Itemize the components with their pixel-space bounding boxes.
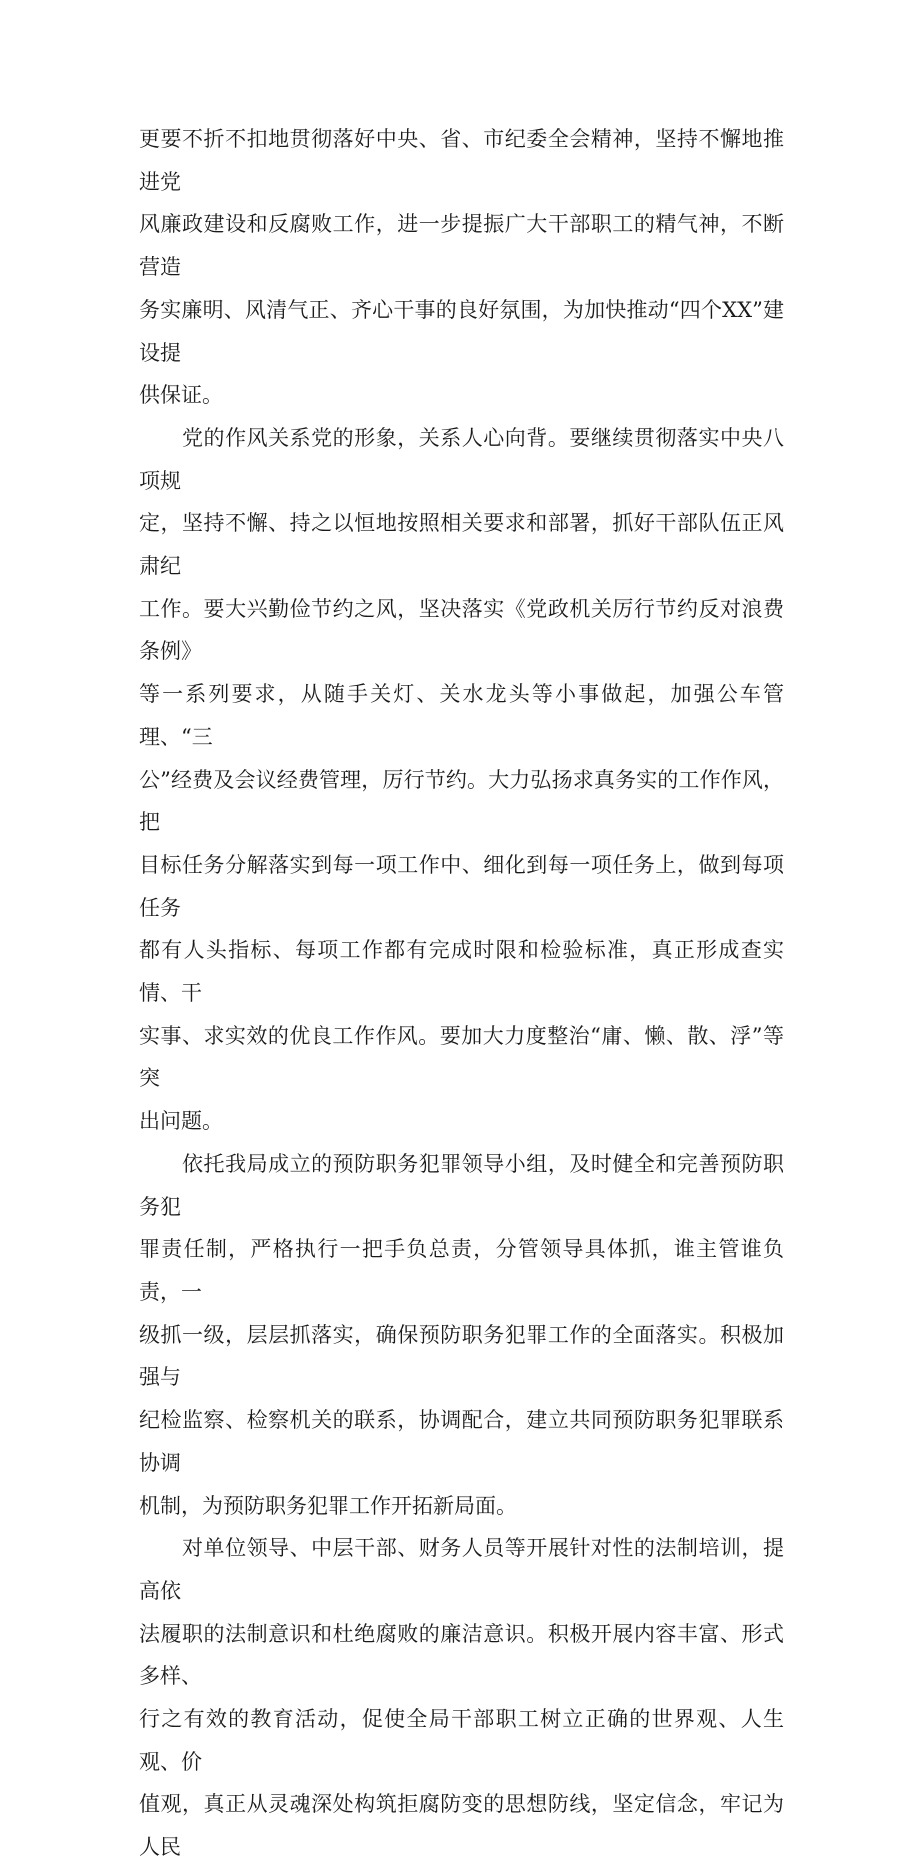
text-line: 等一系列要求，从随手关灯、关水龙头等小事做起，加强公车管理、“三 (139, 682, 784, 749)
text-line: 工作。要大兴勤俭节约之风，坚决落实《党政机关厉行节约反对浪费条例》 (139, 596, 784, 664)
text-line: 对单位领导、中层干部、财务人员等开展针对性的法制培训，提高依 (139, 1536, 784, 1603)
text-line: 值观，真正从灵魂深处构筑拒腐防变的思想防线，坚定信念，牢记为人民 (139, 1792, 784, 1860)
paragraph-continuation (139, 118, 784, 417)
paragraph-work-style (139, 417, 784, 1143)
text-line: 行之有效的教育活动，促使全局干部职工树立正确的世界观、人生观、价 (139, 1707, 784, 1774)
text-line: 党的作风关系党的形象，关系人心向背。要继续贯彻落实中央八项规 (139, 425, 784, 493)
text-line: 务实廉明、风清气正、齐心干事的良好氛围，为加快推动“四个XX”建设提 (139, 297, 784, 365)
text-line: 实事、求实效的优良工作作风。要加大力度整治“庸、懒、散、浮”等突 (139, 1023, 784, 1091)
text-line: 罪责任制，严格执行一把手负总责，分管领导具体抓，谁主管谁负责，一 (139, 1237, 784, 1304)
text-line: 机制，为预防职务犯罪工作开拓新局面。 (139, 1493, 517, 1518)
text-line: 出问题。 (139, 1109, 223, 1134)
text-line: 法履职的法制意识和杜绝腐败的廉洁意识。积极开展内容丰富、形式多样、 (139, 1621, 784, 1689)
text-line: 风廉政建设和反腐败工作，进一步提振广大干部职工的精气神，不断营造 (139, 212, 784, 280)
document-body (139, 118, 784, 1869)
paragraph-crime-prevention (139, 1143, 784, 1527)
text-line: 公”经费及会议经费管理，厉行节约。大力弘扬求真务实的工作作风，把 (139, 767, 784, 835)
text-line: 级抓一级，层层抓落实，确保预防职务犯罪工作的全面落实。积极加强与 (139, 1322, 784, 1390)
text-line: 纪检监察、检察机关的联系，协调配合，建立共同预防职务犯罪联系协调 (139, 1408, 784, 1475)
text-line: 定，坚持不懈、持之以恒地按照相关要求和部署，抓好干部队伍正风肃纪 (139, 511, 784, 579)
text-line: 供保证。 (139, 383, 223, 408)
paragraph-legal-training (139, 1527, 784, 1869)
text-line: 目标任务分解落实到每一项工作中、细化到每一项任务上，做到每项任务 (139, 852, 784, 920)
text-line: 更要不折不扣地贯彻落好中央、省、市纪委全会精神，坚持不懈地推进党 (139, 127, 784, 194)
text-line: 都有人头指标、每项工作都有完成时限和检验标准，真正形成查实情、干 (139, 938, 784, 1006)
text-line: 依托我局成立的预防职务犯罪领导小组，及时健全和完善预防职务犯 (139, 1151, 784, 1219)
